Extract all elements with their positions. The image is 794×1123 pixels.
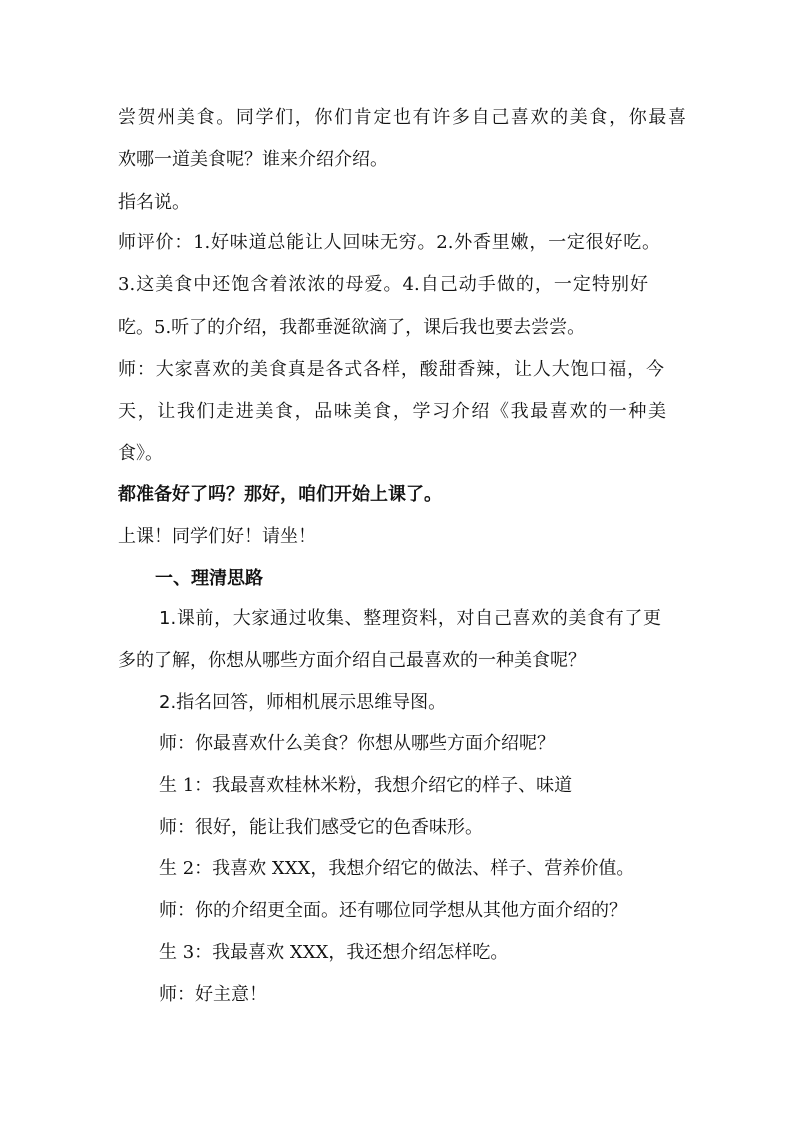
text-line-1: 尝贺州美食。同学们，你们肯定也有许多自己喜欢的美食，你最喜 <box>118 107 686 128</box>
text-line-10-bold: 都准备好了吗？那好，咱们开始上课了。 <box>118 484 442 505</box>
text-line-7: 师：大家喜欢的美食真是各式各样，酸甜香辣，让人大饱口福，今 <box>118 359 664 380</box>
text-line-3: 指名说。 <box>118 192 190 213</box>
text-line-14: 多的了解，你想从哪些方面介绍自己最喜欢的一种美食呢？ <box>118 650 586 671</box>
dialogue-line-7: 师：好主意！ <box>159 984 267 1005</box>
dialogue-line-2: 生 1：我最喜欢桂林米粉，我想介绍它的样子、味道 <box>159 775 573 796</box>
dialogue-line-6: 生 3：我最喜欢 XXX，我还想介绍怎样吃。 <box>159 942 509 963</box>
text-line-15: 2.指名回答，师相机展示思维导图。 <box>159 692 447 713</box>
text-line-4: 师评价：1.好味道总能让人回味无穷。2.外香里嫩，一定很好吃。 <box>118 232 660 253</box>
section-heading: 一、理清思路 <box>155 568 263 589</box>
text-line-5: 3.这美食中还饱含着浓浓的母爱。4.自己动手做的，一定特别好 <box>118 274 648 295</box>
text-line-2: 欢哪一道美食呢？谁来介绍介绍。 <box>118 149 388 170</box>
dialogue-line-5: 师：你的介绍更全面。还有哪位同学想从其他方面介绍的？ <box>159 900 627 921</box>
text-line-9: 食》。 <box>118 443 163 464</box>
text-line-11: 上课！同学们好！请坐！ <box>118 526 316 547</box>
dialogue-line-4: 生 2：我喜欢 XXX，我想介绍它的做法、样子、营养价值。 <box>159 858 635 879</box>
dialogue-line-3: 师：很好，能让我们感受它的色香味形。 <box>159 817 483 838</box>
text-line-8: 天，让我们走进美食，品味美食，学习介绍《我最喜欢的一种美 <box>118 401 666 422</box>
text-line-6: 吃。5.听了的介绍，我都垂涎欲滴了，课后我也要去尝尝。 <box>118 317 586 338</box>
dialogue-line-1: 师：你最喜欢什么美食？你想从哪些方面介绍呢？ <box>159 733 555 754</box>
text-line-13: 1.课前，大家通过收集、整理资料，对自己喜欢的美食有了更 <box>159 608 661 629</box>
